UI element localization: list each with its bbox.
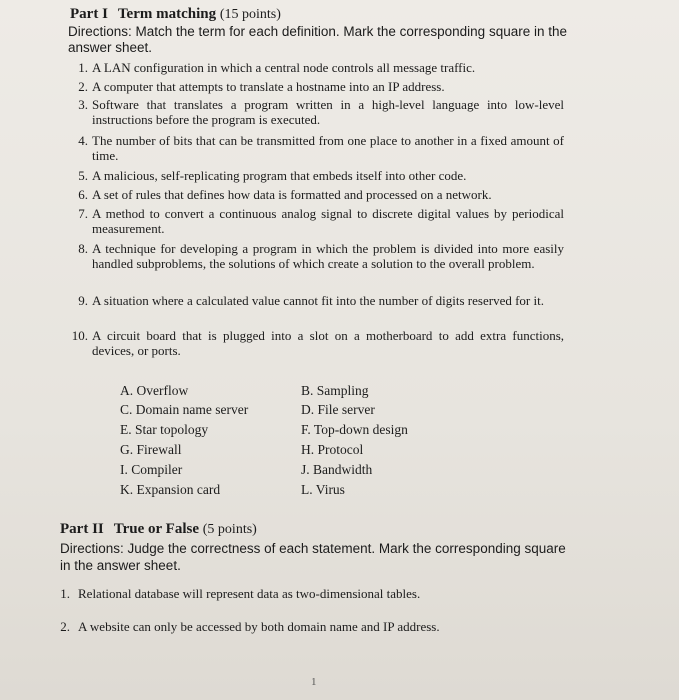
part-1-title [70, 6, 281, 23]
definition-text: A technique for developing a program in which the problem is divided into more easily handled subproblems, the solutions of which create a solution to the overall problem. [92, 241, 564, 271]
part-1-label: Part I [70, 6, 108, 22]
statement-text: Relational database will represent data as two-dimensional tables. [78, 586, 421, 601]
term-option: E. Star topology [120, 422, 209, 437]
term-option: K. Expansion card [120, 482, 221, 497]
term-option: D. File server [301, 402, 375, 417]
definition-number: 6. [78, 187, 88, 202]
part-2-directions: Directions: Judge the correctness of each statement. Mark the corresponding square in the answer sheet. [60, 541, 566, 573]
term-option: I. Compiler [120, 462, 183, 477]
definition-text: A set of rules that defines how data is formatted and processed on a network. [92, 187, 492, 202]
definition-number: 9. [78, 293, 88, 308]
definition-text: A malicious, self-replicating program that embeds itself into other code. [92, 168, 467, 183]
definition-number: 5. [78, 168, 88, 183]
part-1-name: Term matching [117, 6, 217, 22]
term-option: L. Virus [301, 482, 345, 497]
definition-number: 2. [78, 79, 88, 94]
definition-number: 10. [71, 328, 88, 343]
definition-text: A computer that attempts to translate a hostname into an IP address. [92, 79, 445, 94]
definition-number: 4. [78, 133, 88, 148]
definition-text: The number of bits that can be transmitted from one place to another in a fixed amount of time. [92, 133, 564, 163]
definition-text: A method to convert a continuous analog signal to discrete digital values by periodical measurement. [92, 206, 564, 236]
page-number: 1 [311, 676, 317, 688]
part-2-label: Part II [60, 521, 104, 537]
part-1-directions: Directions: Match the term for each definition. Mark the corresponding square in the answer sheet. [68, 24, 567, 55]
term-option: G. Firewall [120, 442, 182, 457]
part-1-points: (15 points) [219, 7, 281, 22]
statement-number: 1. [60, 586, 70, 601]
definition-text: A LAN configuration in which a central node controls all message traffic. [92, 60, 476, 75]
part-2-title [60, 521, 257, 538]
definition-text: A situation where a calculated value cannot fit into the number of digits reserved for it. [92, 293, 544, 308]
definition-text: A circuit board that is plugged into a slot on a motherboard to add extra functions, devices, or ports. [92, 328, 564, 358]
term-option: H. Protocol [301, 442, 364, 457]
statement-text: A website can only be accessed by both domain name and IP address. [78, 619, 440, 634]
part-2-points: (5 points) [202, 522, 257, 537]
definition-number: 8. [78, 241, 88, 256]
term-option: A. Overflow [120, 383, 189, 398]
definition-number: 1. [78, 60, 88, 75]
term-option: C. Domain name server [120, 402, 249, 417]
statement-number: 2. [60, 619, 70, 634]
part-2-name: True or False [113, 521, 200, 537]
definition-number: 3. [78, 97, 88, 112]
term-option: J. Bandwidth [301, 462, 373, 477]
term-option: F. Top-down design [301, 422, 408, 437]
term-option: B. Sampling [301, 383, 369, 398]
definition-number: 7. [78, 206, 88, 221]
definition-text: Software that translates a program written in a high-level language into low-level instructions before the program is executed. [92, 97, 564, 127]
